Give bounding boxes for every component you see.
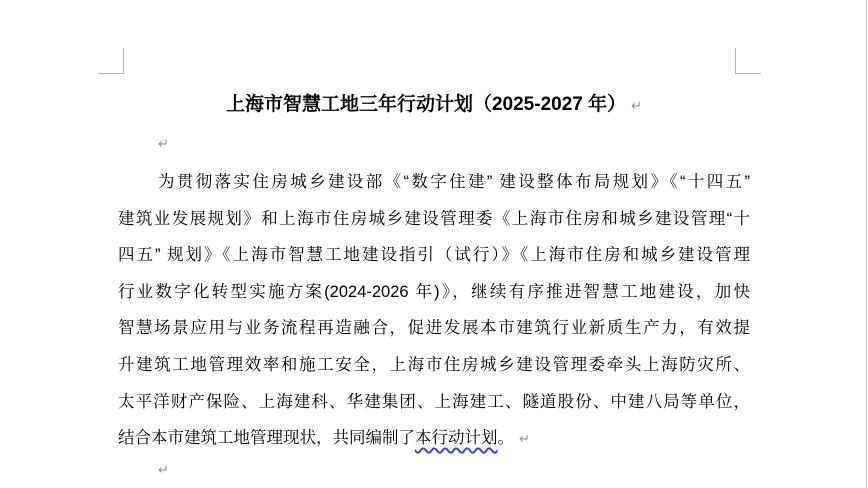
paragraph-mark-icon: ↵ (631, 98, 643, 113)
body-line[interactable]: 四五” 规划》《上海市智慧工地建设指引（试行）》《上海市住房和城乡建设管理 (118, 246, 750, 265)
paragraph-mark-icon: ↵ (158, 462, 169, 477)
body-line[interactable]: 太平洋财产保险、上海建科、华建集团、上海建工、隧道股份、中建八局等单位， (118, 392, 750, 411)
crop-mark-top-left-icon (98, 48, 124, 74)
paragraph-mark-icon: ↵ (158, 136, 169, 151)
empty-paragraph[interactable] (158, 136, 169, 152)
body-line[interactable]: 行业数字化转型实施方案(2024-2026 年)》，继续有序推进智慧工地建设，加快 (118, 282, 750, 301)
page-right-edge (866, 0, 867, 488)
body-line[interactable]: 建筑业发展规划》和上海市住房城乡建设管理委《上海市住房和城乡建设管理“十 (118, 209, 750, 228)
empty-paragraph[interactable] (158, 462, 169, 478)
body-line[interactable]: 为贯彻落实住房城乡建设部《“数字住建” 建设整体布局规划》《“十四五” (158, 173, 750, 191)
last-line-period: 。 (497, 429, 514, 448)
paragraph-mark-icon: ↵ (519, 431, 530, 447)
document-title[interactable]: 上海市智慧工地三年行动计划（2025-2027 年） (225, 94, 627, 115)
last-line-text: 结合本市建筑工地管理现状，共同编制了 (118, 429, 415, 448)
title-paragraph (118, 91, 750, 119)
spellcheck-underlined-text: 本行动计划 (415, 429, 498, 448)
body-line[interactable]: 升建筑工地管理效率和施工安全，上海市住房城乡建设管理委牵头上海防灾所、 (118, 355, 750, 374)
body-paragraph (118, 164, 750, 457)
body-line[interactable] (118, 420, 750, 457)
body-line[interactable]: 智慧场景应用与业务流程再造融合，促进发展本市建筑行业新质生产力，有效提 (118, 319, 750, 338)
crop-mark-top-right-icon (735, 48, 761, 74)
